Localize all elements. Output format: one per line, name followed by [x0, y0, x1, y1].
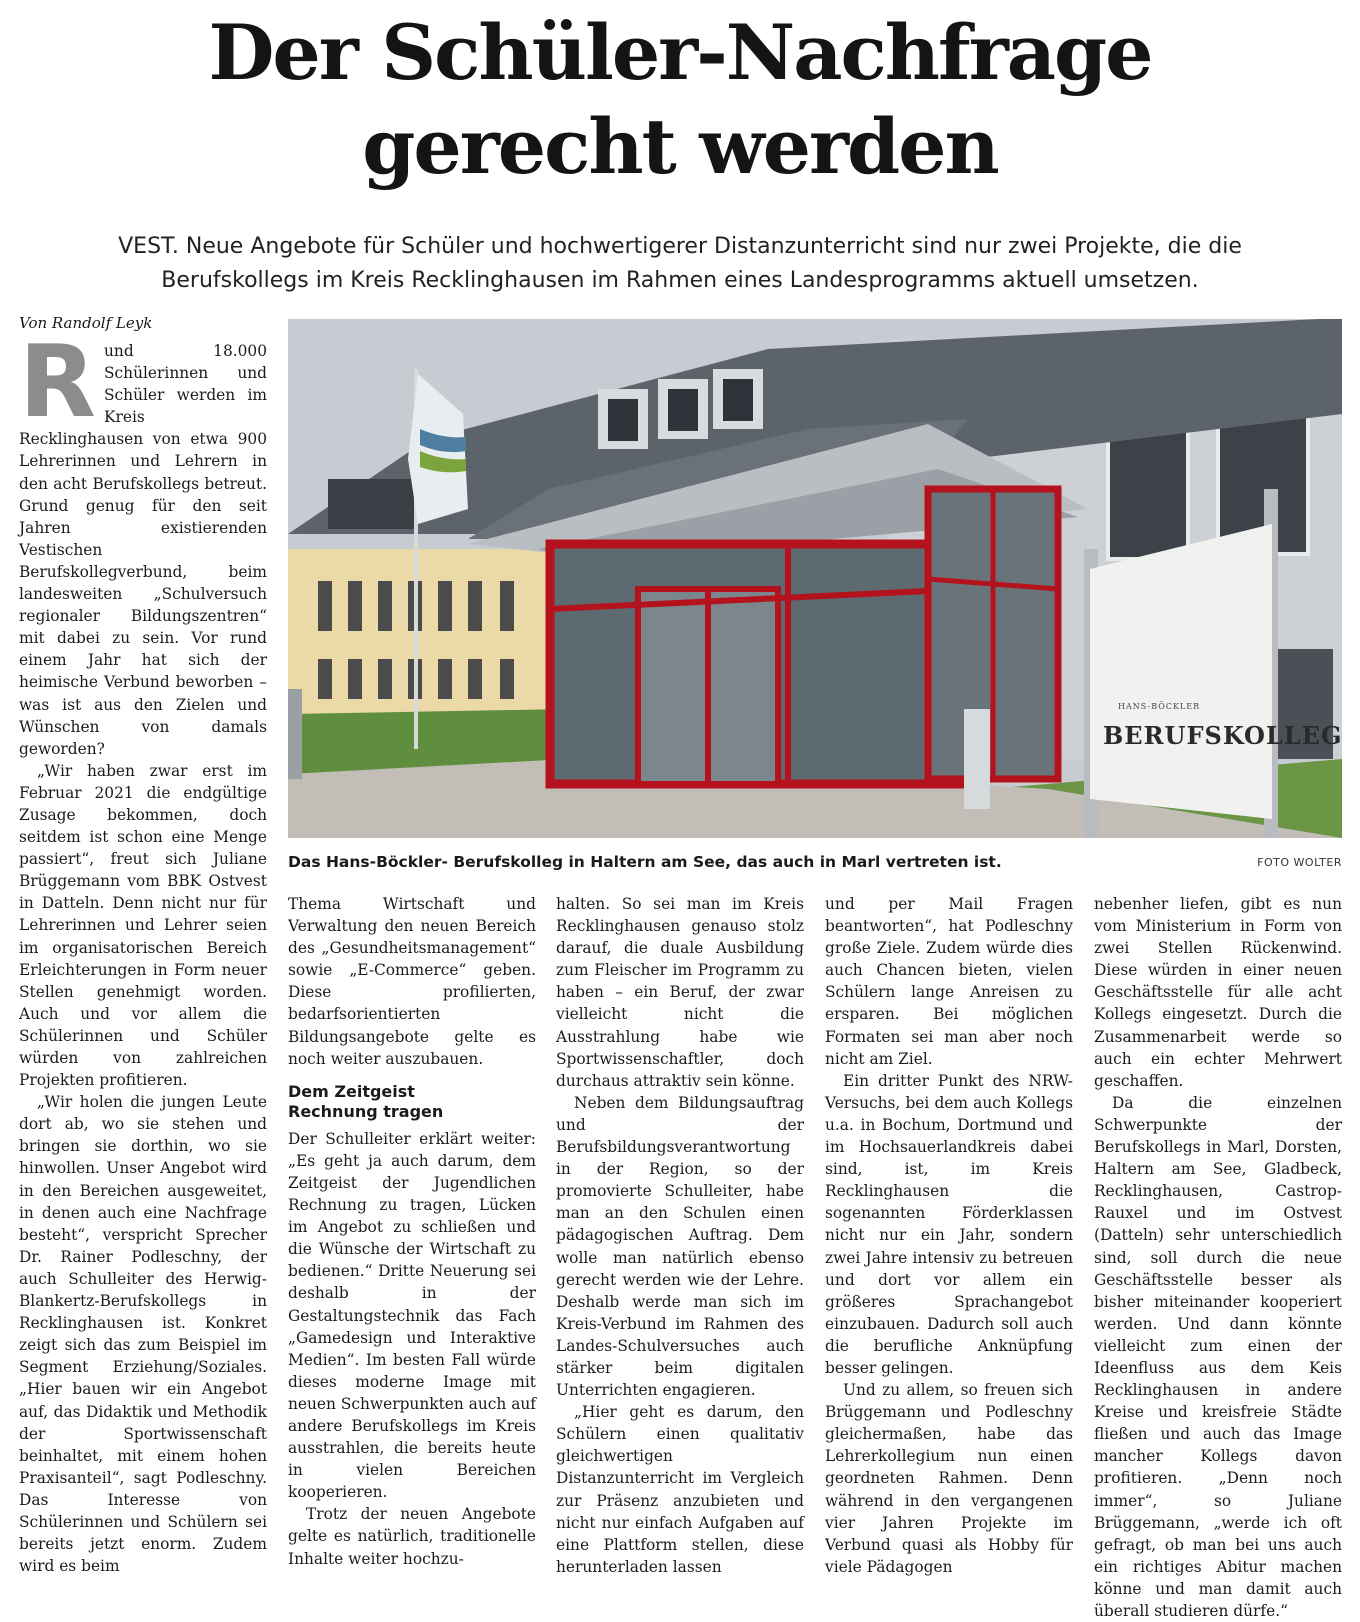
drop-cap: R — [19, 323, 97, 440]
headline-line-2: gerecht werden — [362, 102, 998, 191]
article-paragraph: Neben dem Bildungsauftrag und der Berufsbildungsverantwortung in der Region, so der promovierte Schulleiter, habe man an den Schulen einen pädagogischen Auftrag. Dem wolle man natürlich ebenso gerecht werden wie der Lehre. Deshalb werde man sich im Kreis-Verbund im Rahmen des Landes-Schulversuches auch stärker beim digitalen Unterrichten engagieren. — [556, 1093, 804, 1400]
article-paragraph: „Wir holen die jungen Leute dort ab, wo sie stehen und bringen sie dorthin, wo sie hinwollen. Unser Angebot wird in den Bereichen ausgeweitet, in denen auch eine Nachfrage besteht“, verspricht Sprecher Dr. Rainer Podleschny, der auch Schulleiter des Herwig-Blankertz-Berufskollegs in Recklinghausen ist. Konkret zeigt sich das zum Beispiel im Segment Erziehung/Soziales. „Hier bauen wir ein Angebot auf, das Didaktik und Methodik der Sportwissenschaft beinhaltet, mit einem hohen Praxisanteil“, sagt Podleschny. Das Interesse von Schülerinnen und Schülern sei bereits jetzt enorm. Zudem wird es beim — [19, 1093, 267, 1576]
sign-top-text: HANS-BÖCKLER — [1118, 702, 1201, 711]
headline — [0, 6, 1360, 194]
article-paragraph: und per Mail Fragen beantworten“, hat Podleschny große Ziele. Zudem würde dies auch Chancen bieten, vielen Schülern lange Anreisen zu ersparen. Bei möglichen Formaten sei man aber noch nicht am Ziel. — [825, 895, 1073, 1068]
sign-main-text: BERUFSKOLLEG — [1103, 721, 1343, 750]
article-paragraph: nebenher liefen, gibt es nun vom Ministerium in Form von zwei Stellen Rückenwind. Diese würden in einer neuen Geschäftsstelle für alle acht Kollegs eingesetzt. Durch die Zusammenarbeit werde so auch ein echter Mehrwert geschaffen. — [1094, 895, 1342, 1090]
byline: Von Randolf Leyk — [19, 314, 153, 332]
subhead — [288, 1082, 536, 1122]
article-paragraph: Trotz der neuen Angebote gelte es natürlich, traditionelle Inhalte weiter hochzu- — [288, 1505, 536, 1568]
article-paragraph: halten. So sei man im Kreis Recklinghausen genauso stolz darauf, die duale Ausbildung zum Fleischer im Programm zu haben – ein Beruf, der zwar vielleicht nicht die Ausstrahlung habe wie Sportwissenschaftler, doch durchaus attraktiv sein könne. — [556, 895, 804, 1090]
teaser-text: Neue Angebote für Schüler und hochwertigerer Distanzunterricht sind nur zwei Projekte, die die Berufskollegs im Kreis Recklinghausen im Rahmen eines Landesprogramms aktuell umsetzen. — [161, 234, 1242, 293]
article-paragraph: Da die einzelnen Schwerpunkte der Berufskollegs in Marl, Dorsten, Haltern am See, Gladbeck, Recklinghausen, Castrop-Rauxel und im Ostvest (Datteln) sehr unterschiedlich sind, soll durch die neue Geschäftsstelle besser als bisher miteinander kooperiert werden. Und dann könnte vielleicht zum einen der Ideenfluss aus dem Keis Recklinghausen in andere Kreise und kreisfreie Städte fließen und auch das Image mancher Kollegs davon profitieren. „Denn noch immer“, so Juliane Brüggemann, „werde ich oft gefragt, ob man bei uns auch ein richtiges Abitur machen könne und man damit auch überall studieren dürfe.“ — [1094, 1093, 1342, 1620]
article-paragraph: „Hier geht es darum, den Schülern einen qualitativ gleichwertigen Distanzunterricht im Vergleich zur Präsenz anzubieten und nicht nur einfach Aufgaben auf eine Plattform stellen, diese herunterladen lassen — [556, 1403, 804, 1576]
article-column-4 — [825, 893, 1073, 1602]
paragraph-text: und 18.000 Schülerinnen und Schüler werden im Kreis Recklinghausen von etwa 900 Lehrerinnen und Lehrern in den acht Berufskollegs betreut. Grund genug für den seit Jahren existierenden Vestischen Berufskollegverbund, beim landesweiten „Schulversuch regionaler Bildungszentren“ mit dabei zu sein. Vor rund einem Jahr hat sich der heimische Verbund beworben – was ist aus den Zielen und Wünschen von damals geworden? — [19, 342, 267, 758]
headline-line-1: Der Schüler-Nachfrage — [208, 8, 1152, 97]
teaser — [60, 230, 1300, 298]
article-paragraph: Und zu allem, so freuen sich Brüggemann und Podleschny gleichermaßen, habe das Lehrerkollegium nun einen geordneten Rahmen. Denn während in den vergangenen vier Jahren Projekte im Verbund quasi als Hobby für viele Pädagogen — [825, 1381, 1073, 1576]
article-paragraph: Ein dritter Punkt des NRW-Versuchs, bei dem auch Kollegs u.a. in Bochum, Dortmund und im Hochsauerlandkreis dabei sind, ist, im Kreis Recklinghausen die sogenannten Förderklassen nicht nur ein Jahr, sondern zwei Jahre intensiv zu betreuen und dort vor allem ein größeres Sprachangebot einzubauen. Dadurch soll auch die berufliche Anknüpfung besser gelingen. — [825, 1071, 1073, 1377]
article-paragraph: „Wir haben zwar erst im Februar 2021 die endgültige Zusage bekommen, doch seitdem ist schon eine Menge passiert“, freut sich Juliane Brüggemann vom BBK Ostvest in Datteln. Denn nicht nur für Lehrerinnen und Lehrer seien im organisatorischen Bereich Erleichterungen in Form neuer Stellen genehmigt worden. Auch und vor allem die Schülerinnen und Schüler würden von zahlreichen Projekten profitieren. — [19, 761, 267, 1090]
article-column-2 — [288, 893, 536, 1602]
photo-credit: FOTO WOLTER — [1257, 856, 1342, 869]
teaser-kicker: VEST. — [118, 234, 179, 259]
article-paragraph: Der Schulleiter erklärt weiter: „Es geht ja auch darum, dem Zeitgeist der Jugendlichen Rechnung zu tragen, Lücken im Angebot zu schließen und die Wünsche der Wirtschaft zu bedienen.“ Dritte Neuerung sei deshalb in der Gestaltungstechnik das Fach „Gamedesign und Interaktive Medien“. Im besten Fall würde dieses moderne Image mit neuen Schwerpunkten auch auf andere Berufskollegs im Kreis ausstrahlen, die bereits heute in vielen Bereichen kooperieren. — [288, 1129, 536, 1502]
article-column-5 — [1094, 893, 1342, 1620]
subhead-line-1: Dem Zeitgeist — [288, 1081, 415, 1101]
subhead-line-2: Rechnung tragen — [288, 1101, 444, 1121]
article-column-3 — [556, 893, 804, 1602]
article-photo — [288, 319, 1342, 838]
article-paragraph: Thema Wirtschaft und Verwaltung den neuen Bereich des „Gesundheitsmanagement“ sowie „E-Commerce“ geben. Diese profilierten, bedarfsorientierten Bildungsangebote gelte es noch weiter auszubauen. — [288, 895, 536, 1068]
photo-caption: Das Hans-Böckler- Berufskolleg in Haltern am See, das auch in Marl vertreten ist. — [288, 853, 1002, 871]
